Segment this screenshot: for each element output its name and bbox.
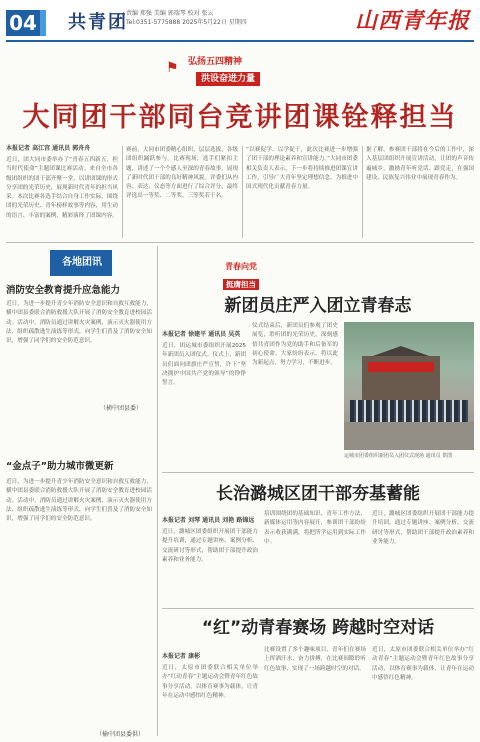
story2-headline: 新团员庄严入团立青春志 (224, 296, 412, 316)
section-divider (162, 472, 474, 473)
story3-column-2: 培训围绕团的基础知识、青年工作方法、新媒体运用等内容展开，参训团干部纷纷表示收获满满，将把所学运用到实际工作中。 (264, 511, 366, 545)
sidebar-story2-headline: “金点子”助力城市微更新 (6, 461, 114, 472)
story2-column-1: 近日，团运城市委组织开展2025年新团员入团仪式。仪式上，新团员们面向团旗庄严宣誓，许下“坚决拥护中国共产党的领导”的铮铮誓言。 (162, 343, 246, 387)
photo-caption: 运城市团委组织新团员入团仪式现场 通讯员 供图 (344, 453, 453, 459)
sidebar-story1-text: 近日，为进一步提升青少年消防安全意识和自救互救能力，横中团县委联合消防救援大队开展了消防安全教育进校园活动。活动中，消防员通过讲解火灾案例、演示灭火器使用方法、组织疏散逃生演练等形式，向学生们普及了消防安全知识，增强了同学们的安全防范意识。 (6, 301, 152, 345)
story4-column-1: 近日，太原市团委联合相关单位举办“红动青春”主题运动会暨青年红色故事分享活动，以体育赛事为载体，让青年在运动中感悟红色精神。 (162, 665, 258, 699)
sidebar-story1-headline: 消防安全教育提升应急能力 (6, 285, 121, 296)
lead-headline: 大同团干部同台竞讲团课铨释担当 (22, 102, 458, 133)
header-meta (126, 9, 247, 27)
youth-badge (212, 262, 270, 290)
lead-column-2: 赛前，大同市团委精心组织，层层选拔，各级团组织踊跃参与。比赛现场，选手们紧扣主题，讲述了一个个感人至深的青春故事，展现了新时代团干部的良好精神风貌。评委们从内容、表达、仪态等方面进行了综合评分，最终评选出一等奖、二等奖、三等奖若干名。 (126, 147, 238, 200)
photo-ground (344, 422, 474, 450)
story3-headline: 长治潞城区团干部夯基蓄能 (216, 484, 420, 504)
banner-line1: 弘扬五四精神 (188, 57, 243, 67)
header-editors: 责编 郑强 美编 郭瑞琴 校对 张云 (126, 10, 214, 17)
page-number: 04 (6, 10, 40, 36)
story4-headline: “红”动青春赛场 跨越时空对话 (201, 618, 435, 638)
page-number-accent (40, 10, 46, 36)
story2-byline: 本报记者 徐建平 通讯员 吴英 (162, 331, 241, 338)
badge-line2: 挺膺担当 (223, 279, 259, 290)
column-divider (242, 146, 243, 238)
section-title: 共青团 (68, 12, 128, 33)
sidebar-story1-source: （横中团县委） (100, 405, 143, 412)
masthead-logo: 山西青年报 (354, 8, 470, 34)
news-photo (344, 322, 474, 450)
photo-banner-sign (368, 362, 434, 372)
section-divider (162, 608, 474, 609)
sidebar-story2-text: 近日，为进一步提升青少年消防安全意识和自救互救能力，横中团县委联合消防救援大队开展了消防安全教育进校园活动。活动中，消防员通过讲解火灾案例、演示灭火器使用方法、组织疏散逃生演练等形式，向学生们普及了消防安全知识，增强了同学们的安全防范意识。 (6, 479, 152, 523)
story3-column-3: 近日，潞城区团委组织开展团干部能力提升培训，通过专题讲座、案例分析、交流研讨等形式，帮助团干部提升政治素养和业务能力。 (372, 511, 474, 545)
header-contact-date: Tel:0351-5775888 2025年5月22日 星期四 (126, 19, 247, 26)
sidebar-divider (157, 246, 158, 736)
flag-icon: ⚑ (166, 60, 179, 76)
lead-column-1: 近日，团大同市委举办了“青春五四新五，担当时代使命”主题团课比赛活动。来自全市各级团组织的团干部齐聚一堂，以讲团课的形式分享团的光荣历史，展现新时代青年的担当风采。本次比赛各选手结合自身工作实际，围绕团的光荣历史、青年榜样故事等内容，用生动的语言、丰富的案例，精彩演绎了团课内容。 (6, 157, 118, 219)
lead-byline: 本报记者 高江宫 通讯员 郭舟舟 (6, 145, 91, 152)
section-divider (6, 242, 474, 243)
story4-column-2: 比赛设置了多个趣味项目，青年们在赛场上挥洒汗水、奋力拼搏，在比赛间隙聆听红色故事，实现了一场跨越时空的对话。 (264, 647, 366, 672)
banner-line2: 洪设奋进力量 (196, 72, 260, 86)
badge-line1: 青春向党 (225, 262, 257, 271)
theme-banner (166, 54, 308, 94)
column-divider (122, 146, 123, 238)
sidebar-story2-source: （榆中团县委供） (96, 731, 145, 738)
story2-column-2: 仪式结束后，新团员们参观了团史展览，聆听团的光荣历史，深刻感悟共青团作为党的助手和后备军的初心使命。大家纷纷表示，将以此为新起点，努力学习，不断进步。 (252, 323, 338, 367)
lead-column-3: “以赛促学、以学促干，此次比赛进一步增强了团干部的理论素养和宣讲能力。”大同市团委相关负责人表示，下一步将持续推进团课宣讲工作，引导广大青年坚定理想信念，为推进中国式现代化贡献青春力量。 (246, 147, 358, 191)
header-divider (6, 40, 474, 42)
story3-column-1: 近日，潞城区团委组织开展团干部能力提升培训，通过专题讲座、案例分析、交流研讨等形式，帮助团干部提升政治素养和业务能力。 (162, 529, 258, 563)
story3-byline: 本报记者 刘琴 通讯员 刘艳 路锦远 (162, 517, 255, 524)
story4-column-3: 近日，太原市团委联合相关单位举办“红动青春”主题运动会暨青年红色故事分享活动，以体育赛事为载体，让青年在运动中感悟红色精神。 (372, 647, 474, 681)
column-divider (362, 146, 363, 238)
sidebar-logo-text: 各地团讯 (62, 257, 102, 268)
photo-crowd (350, 400, 468, 422)
page-header (0, 0, 480, 46)
lead-column-4: 据了解，参赛团干部将在今后的工作中，深入基层团组织开展宣讲活动，让团的声音传遍城乡，激励青年听党话、跟党走，在强国建设、民族复兴伟业中展现青春作为。 (366, 147, 474, 181)
story4-byline: 本报记者 康彬 (162, 653, 201, 660)
